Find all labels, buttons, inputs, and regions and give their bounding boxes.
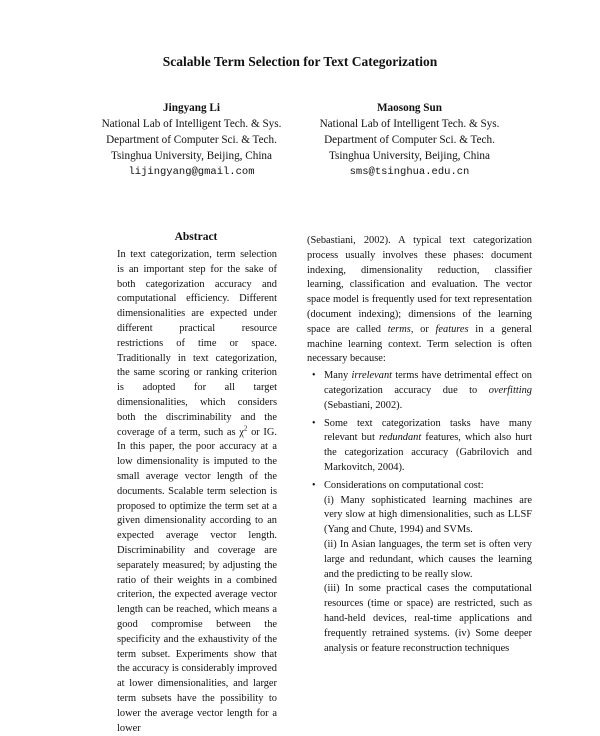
bullet-text: features, which also hurt the categorization accuracy (Gabrilovich and Markovitch, 2004). (324, 432, 532, 473)
author-email: sms@tsinghua.edu.cn (349, 166, 470, 178)
author-name: Jingyang Li (163, 102, 220, 114)
author-block-2 (302, 100, 517, 180)
author-affiliation-lab: National Lab of Intelligent Tech. & Sys. (101, 118, 282, 130)
author-affiliation-department: Department of Computer Sci. & Tech. (324, 134, 495, 146)
reasons-list (307, 369, 532, 656)
bullet-icon: • (312, 479, 316, 491)
intro-text: (Sebastiani, 2002). A typical text categorization process usually involves these phases: document indexing, dimensionality reduction, classifier learning, classification and evaluation. The vector space model is frequently used for text representation (document indexing); dimensions of the learning space are called (307, 235, 532, 335)
abstract-heading: Abstract (174, 231, 218, 243)
bullet-text: Some text categorization tasks have many relevant but (324, 417, 532, 444)
bullet-icon: • (312, 417, 316, 429)
author-affiliation-lab: National Lab of Intelligent Tech. & Sys. (319, 118, 500, 130)
abstract-text-part-1: In text categorization, term selection is an important step for the sake of both categorization accuracy and computational efficiency. Different dimensionalities are expected under different practical resource restrictions of time or space. Traditionally in text categorization, the same scoring or ranking criterion is adopted for all target dimensionalities, which considers both the discriminability and the coverage of a term, such as χ (117, 249, 277, 438)
term-irrelevant: irrelevant (351, 370, 393, 382)
term-features: features (435, 323, 469, 335)
chi-square-superscript: 2 (243, 424, 248, 433)
author-name: Maosong Sun (377, 102, 442, 114)
author-affiliation-university: Tsinghua University, Beijing, China (110, 150, 272, 162)
term-redundant: redundant (378, 432, 422, 444)
bullet-subpoint: (iii) In some practical cases the computational resources (time or space) are restricted, such as hand-held devices, real-time applications and frequently retrained systems. (iv) Some deeper analysis or feature reconstruction techniques (324, 583, 532, 654)
author-affiliation-university: Tsinghua University, Beijing, China (328, 150, 490, 162)
abstract-text-part-2: or IG. In this paper, the poor accuracy at a low dimensionality is imputed to the small average vector length of the documents. Scalable term selection is proposed to optimize the term set at a given dimensionality according to an expected average vector length. Discriminability and coverage are separately measured; by adjusting the ratio of their weights in a combined criterion, the expected average vector length can be reached, which means a good compromise between the specificity and the exhaustivity of the term subset. Experiments show that the accuracy is considerably improved at lower dimensionalities, and larger term subsets have the possibility to lower the average vector length for a lower (117, 426, 277, 734)
intro-text: in a general machine learning context. Term selection is often necessary because: (307, 323, 533, 365)
term-overfitting: overfitting (488, 384, 532, 396)
bullet-subpoint: (i) Many sophisticated learning machines are very slow at high dimensionalities, such as LLSF (Yang and Chute, 1994) and SVMs. (324, 494, 532, 536)
list-item (312, 369, 532, 413)
list-item (312, 479, 532, 657)
author-affiliation-department: Department of Computer Sci. & Tech. (106, 134, 277, 146)
bullet-subpoint: (ii) In Asian languages, the term set is often very large and redundant, which causes the learning and the predicting to be really slow. (324, 538, 532, 580)
intro-text: , or (410, 323, 436, 335)
bullet-text: Many (324, 370, 352, 382)
list-item (312, 417, 532, 476)
author-email: lijingyang@gmail.com (128, 166, 255, 178)
paper-title: Scalable Term Selection for Text Categorization (162, 54, 438, 69)
bullet-text: terms have detrimental effect on categorization accuracy due to (324, 370, 532, 396)
introduction-column (307, 234, 532, 659)
term-terms: terms (387, 323, 411, 335)
bullet-heading: Considerations on computational cost: (324, 479, 484, 491)
bullet-icon: • (312, 370, 316, 382)
intro-paragraph (307, 234, 532, 367)
abstract-body (117, 248, 277, 736)
author-block-1 (84, 100, 299, 180)
bullet-text: (Sebastiani, 2002). (324, 399, 403, 411)
